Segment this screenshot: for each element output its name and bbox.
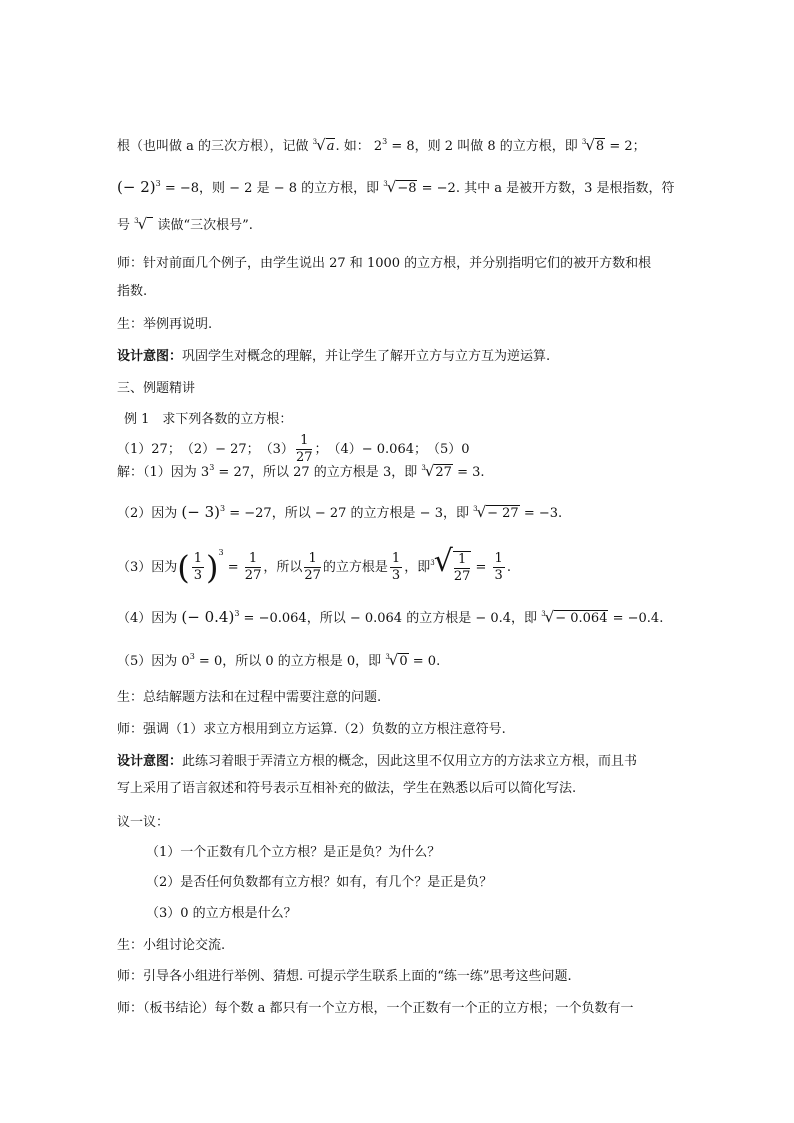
math: $0^3 = 0$ bbox=[181, 652, 223, 669]
text: . bbox=[506, 560, 511, 575]
text: ，则 2 叫做 8 的立方根，即 bbox=[414, 139, 578, 154]
text: ，所以 − 0.064 的立方根是 − 0.4，即 bbox=[306, 611, 538, 626]
text: . 其中 a 是被开方数，3 是根指数，符 bbox=[455, 181, 675, 196]
fraction-1-27: $\frac{1}{27}$ bbox=[295, 433, 313, 465]
text-line-3 bbox=[117, 215, 253, 236]
example-title: 例 1 求下列各数的立方根： bbox=[124, 412, 293, 427]
math: = −3. bbox=[519, 506, 563, 521]
text: ； （4）− 0.064； （5）0 bbox=[314, 442, 470, 457]
math-neg2-cubed: (− 2)$^3$ = −8 bbox=[117, 178, 200, 196]
design-intent-label: 设计意图： bbox=[117, 349, 183, 364]
text: 解：（1）因为 bbox=[117, 465, 197, 480]
cube-root-frac: $^3$√ $\frac{1}{27}$ bbox=[430, 544, 471, 584]
fraction-1-27: $\frac{1}{27}$ bbox=[304, 551, 321, 583]
text-line-4: 师：针对前面几个例子，由学生说出 27 和 1000 的立方根，并分别指明它们的被开方数和根 bbox=[117, 256, 652, 271]
cube-root-neg27: $^3$√− 27 bbox=[473, 503, 519, 521]
math: = −2 bbox=[417, 181, 456, 196]
text: 巩固学生对概念的理解，并让学生了解开立方与立方互为逆运算. bbox=[182, 349, 551, 364]
math: = bbox=[471, 560, 491, 575]
solution-2 bbox=[117, 503, 562, 524]
question-2: （2）是否任何负数都有立方根？如有，有几个？是正是负？ bbox=[146, 875, 493, 890]
paren: ( bbox=[177, 548, 190, 587]
section-heading: 三、例题精讲 bbox=[117, 381, 196, 396]
text-line-5: 指数. bbox=[117, 284, 148, 299]
text-line-1 bbox=[117, 136, 646, 157]
text: 此练习着眼于弄清立方根的概念，因此这里不仅用立方的方法求立方根，而且书 bbox=[182, 754, 638, 769]
text: ，即 bbox=[404, 560, 431, 575]
text: 根（也叫做 a 的三次方根），记做 bbox=[117, 139, 309, 154]
cube-root-27: $^3$√27 bbox=[421, 462, 452, 480]
text: （5）因为 bbox=[117, 654, 178, 669]
cube-root-0: $^3$√0 bbox=[385, 651, 408, 669]
cube-root-8: $^3$√8 bbox=[581, 136, 605, 154]
text: 的立方根是 bbox=[322, 560, 388, 575]
math: = 2 bbox=[605, 139, 633, 154]
text-line-11: 生：总结解题方法和在过程中需要注意的问题. bbox=[117, 690, 382, 705]
math-2-cubed: $2^3 = 8$ bbox=[373, 137, 415, 154]
fraction-1-3: $\frac{1}{3}$ bbox=[193, 551, 203, 583]
solution-5 bbox=[117, 651, 440, 672]
fraction-1-3: $\frac{1}{3}$ bbox=[391, 551, 401, 583]
text: ，则 − 2 是 − 8 的立方根，即 bbox=[199, 181, 380, 196]
fraction-1-3: $\frac{1}{3}$ bbox=[494, 551, 503, 583]
discussion-heading: 议一议： bbox=[117, 815, 170, 830]
text-line-6: 生：举例再说明. bbox=[117, 317, 213, 332]
question-3: （3）0 的立方根是什么？ bbox=[146, 906, 297, 921]
cube-root-sign: $^3$√ bbox=[134, 215, 153, 236]
exponent: 3 bbox=[218, 548, 224, 557]
text-line-12: 师：强调（1）求立方根用到立方运算.（2）负数的立方根注意符号. bbox=[117, 722, 506, 737]
text-line-17: 师：引导各小组进行举例、猜想. 可提示学生联系上面的“练一练”思考这些问题. bbox=[117, 969, 572, 984]
text: （3）因为 bbox=[117, 560, 178, 575]
solution-1 bbox=[117, 462, 485, 483]
text-line-2 bbox=[117, 178, 675, 199]
cube-root-neg8: $^3$√−8 bbox=[383, 178, 417, 196]
math: $3^3 = 27$ bbox=[200, 463, 250, 480]
text: （1）27； （2）− 27； （3） bbox=[117, 442, 294, 457]
text-line-14: 写上采用了语言叙述和符号表示互相补充的做法，学生在熟悉以后可以简化写法. bbox=[117, 781, 577, 796]
text-line-16: 生：小组讨论交流. bbox=[117, 938, 226, 953]
text-line-18: 师：（板书结论）每个数 a 都只有一个立方根，一个正数有一个正的立方根；一个负数有一 bbox=[117, 1001, 634, 1016]
text: ； bbox=[632, 139, 646, 154]
paren: ) bbox=[206, 548, 219, 587]
question-1: （1）一个正数有几个立方根？是正是负？为什么？ bbox=[146, 845, 441, 860]
cube-root-neg0064: $^3$√− 0.064 bbox=[541, 608, 608, 626]
design-intent-label: 设计意图： bbox=[117, 754, 183, 769]
fraction-1-27: $\frac{1}{27}$ bbox=[244, 551, 262, 583]
text: 读做“三次根号”. bbox=[157, 218, 253, 233]
math: = 3. bbox=[452, 465, 485, 480]
cube-root-a: $^3$√a bbox=[312, 136, 335, 154]
text: ，所以 bbox=[263, 560, 303, 575]
text: 号 bbox=[117, 218, 131, 233]
text: . 如： bbox=[335, 139, 370, 154]
text: ，所以 0 的立方根是 0，即 bbox=[222, 654, 382, 669]
text-line-7 bbox=[117, 348, 550, 366]
math: (− 0.4)$^3$ = −0.064 bbox=[181, 608, 307, 626]
text: （2）因为 bbox=[117, 506, 178, 521]
math: = −0.4. bbox=[608, 611, 664, 626]
math: = bbox=[223, 560, 243, 575]
text-line-13 bbox=[117, 753, 637, 771]
math: (− 3)$^3$ = −27 bbox=[181, 503, 272, 521]
solution-3 bbox=[117, 540, 511, 591]
solution-4 bbox=[117, 608, 663, 629]
text: ，所以 27 的立方根是 3，即 bbox=[250, 465, 418, 480]
text: （4）因为 bbox=[117, 611, 178, 626]
math: = 0. bbox=[408, 654, 441, 669]
text: ，所以 − 27 的立方根是 − 3，即 bbox=[271, 506, 469, 521]
